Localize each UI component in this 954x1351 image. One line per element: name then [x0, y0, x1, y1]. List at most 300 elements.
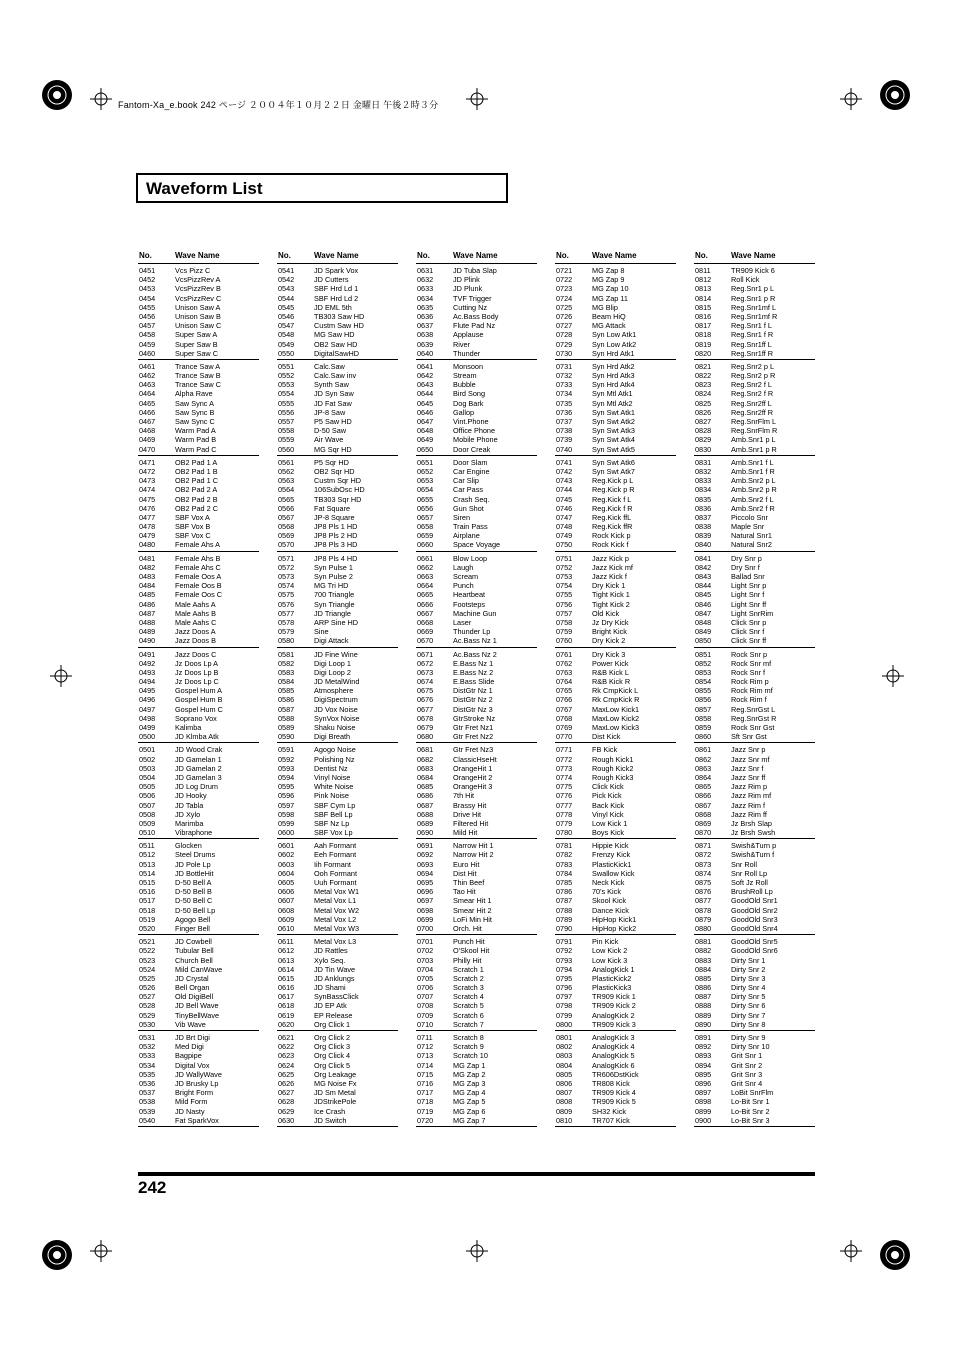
- wave-number: 0453: [139, 284, 156, 294]
- wave-number: 0877: [695, 896, 712, 906]
- table-row: [555, 522, 676, 531]
- wave-number: 0841: [695, 553, 712, 563]
- wave-number: 0712: [417, 1042, 434, 1052]
- table-row: [277, 426, 398, 435]
- table-row: [416, 504, 537, 513]
- wave-name: Beam HiQ: [592, 311, 626, 321]
- table-row: [694, 906, 815, 915]
- wave-number: 0567: [278, 512, 295, 522]
- table-row: [138, 705, 259, 714]
- table-row: [138, 773, 259, 782]
- table-row: [555, 513, 676, 522]
- table-row: [694, 554, 815, 563]
- wave-number: 0697: [417, 896, 434, 906]
- wave-name: Trance Saw A: [175, 361, 221, 371]
- table-row: [555, 1001, 676, 1010]
- table-row: [416, 340, 537, 349]
- wave-name: Scratch 10: [453, 1051, 488, 1061]
- wave-name: Jazz Rim ff: [731, 809, 767, 819]
- row-group: [416, 1031, 537, 1127]
- wave-number: 0492: [139, 658, 156, 668]
- wave-name: Tight Kick 2: [592, 599, 630, 609]
- table-row: [277, 1079, 398, 1088]
- table-row: [277, 408, 398, 417]
- wave-name: Click Kick: [592, 782, 624, 792]
- wave-number: 0563: [278, 476, 295, 486]
- table-row: [277, 723, 398, 732]
- table-row: [555, 467, 676, 476]
- wave-number: 0831: [695, 457, 712, 467]
- wave-name: HipHop Kick1: [592, 914, 637, 924]
- wave-name: Filtered Hit: [453, 818, 489, 828]
- wave-name: Jazz Kick f: [592, 572, 627, 581]
- wave-number: 0507: [139, 800, 156, 810]
- table-row: [277, 540, 398, 549]
- wave-name: SBF Vox Lp: [314, 828, 353, 838]
- wave-number: 0575: [278, 590, 295, 600]
- table-row: [277, 399, 398, 408]
- wave-number: 0824: [695, 389, 712, 399]
- table-row: [416, 869, 537, 878]
- wave-name: JD Triangle: [314, 608, 351, 618]
- wave-name: PlasticKick3: [592, 983, 632, 993]
- table-row: [416, 1097, 537, 1106]
- table-row: [138, 1020, 259, 1029]
- wave-number: 0770: [556, 732, 573, 742]
- wave-number: 0850: [695, 636, 712, 646]
- table-row: [555, 1116, 676, 1125]
- wave-number: 0655: [417, 494, 434, 504]
- table-row: [555, 340, 676, 349]
- table-row: [416, 1020, 537, 1029]
- table-row: [416, 801, 537, 810]
- wave-number: 0671: [417, 649, 434, 659]
- table-row: [416, 1042, 537, 1051]
- wave-name: JD Wood Crak: [175, 745, 223, 755]
- wave-number: 0746: [556, 503, 573, 513]
- wave-name: Vinyl Kick: [592, 809, 624, 819]
- registration-mark-icon: [878, 78, 912, 112]
- table-row: [138, 1061, 259, 1070]
- wave-name: Ac.Bass Nz 2: [453, 649, 497, 659]
- wave-name: OB2 Pad 1 B: [175, 466, 218, 476]
- table-row: [277, 677, 398, 686]
- table-row: [555, 458, 676, 467]
- wave-number: 0722: [556, 275, 573, 285]
- wave-number: 0854: [695, 677, 712, 687]
- wave-name: TR909 Kick 4: [592, 1088, 636, 1098]
- wave-number: 0797: [556, 992, 573, 1002]
- wave-name: JD Brusky Lp: [175, 1078, 219, 1088]
- table-row: [138, 764, 259, 773]
- wave-name: Jazz Rim f: [731, 800, 766, 810]
- wave-number: 0474: [139, 485, 156, 495]
- wave-number: 0830: [695, 444, 712, 454]
- table-row: [694, 371, 815, 380]
- row-group: [138, 648, 259, 744]
- wave-name: Syn Swt Atk2: [592, 417, 635, 426]
- registration-mark-icon: [878, 1238, 912, 1272]
- row-group: [694, 743, 815, 839]
- table-row: [555, 275, 676, 284]
- table-row: [694, 330, 815, 339]
- table-row: [555, 714, 676, 723]
- wave-number: 0898: [695, 1097, 712, 1107]
- wave-number: 0761: [556, 649, 573, 659]
- wave-name: SBF Nz Lp: [314, 818, 350, 828]
- wave-name: Warm Pad A: [175, 426, 216, 436]
- table-row: [416, 513, 537, 522]
- wave-name: Rough Kick2: [592, 763, 634, 773]
- wave-number: 0576: [278, 599, 295, 609]
- wave-name: Trance Saw B: [175, 371, 221, 381]
- wave-number: 0454: [139, 293, 156, 303]
- table-row: [416, 275, 537, 284]
- wave-name: Scratch 2: [453, 973, 484, 983]
- wave-number: 0896: [695, 1078, 712, 1088]
- wave-number: 0489: [139, 627, 156, 637]
- wave-number: 0785: [556, 878, 573, 887]
- wave-number: 0766: [556, 695, 573, 705]
- table-row: [277, 1001, 398, 1010]
- wave-number: 0827: [695, 417, 712, 426]
- table-row: [416, 554, 537, 563]
- table-row: [138, 915, 259, 924]
- wave-name: JD Pole Lp: [175, 859, 211, 869]
- table-row: [416, 371, 537, 380]
- table-row: [138, 714, 259, 723]
- wave-name: Door Slam: [453, 457, 488, 467]
- wave-number: 0672: [417, 658, 434, 668]
- wave-number: 0610: [278, 923, 295, 933]
- wave-number: 0787: [556, 896, 573, 906]
- wave-name: Syn Low Atk1: [592, 330, 637, 340]
- wave-number: 0503: [139, 763, 156, 773]
- wave-number: 0609: [278, 914, 295, 924]
- table-row: [416, 435, 537, 444]
- wave-name: ARP Sine HD: [314, 617, 359, 627]
- table-row: [277, 485, 398, 494]
- wave-number: 0881: [695, 937, 712, 947]
- table-row: [138, 924, 259, 933]
- wave-name: SBF Vox B: [175, 522, 211, 532]
- table-row: [416, 349, 537, 358]
- wave-name: AnalogKick 4: [592, 1042, 635, 1052]
- wave-name: Smear Hit 2: [453, 905, 492, 915]
- table-row: [138, 1011, 259, 1020]
- wave-number: 0592: [278, 754, 295, 764]
- row-group: [694, 839, 815, 935]
- wave-number: 0599: [278, 818, 295, 828]
- wave-name: Bird Song: [453, 389, 486, 399]
- table-row: [555, 435, 676, 444]
- table-row: [416, 618, 537, 627]
- table-row: [416, 755, 537, 764]
- wave-number: 0778: [556, 809, 573, 819]
- wave-number: 0836: [695, 503, 712, 513]
- wave-number: 0505: [139, 782, 156, 792]
- wave-name: Jz Brsh Swsh: [731, 828, 776, 838]
- table-row: [138, 399, 259, 408]
- table-row: [277, 504, 398, 513]
- table-row: [555, 572, 676, 581]
- table-row: [416, 408, 537, 417]
- table-row: [416, 266, 537, 275]
- wave-name: Swish&Turn p: [731, 841, 777, 851]
- table-row: [416, 896, 537, 905]
- wave-name: Grit Snr 2: [731, 1060, 763, 1070]
- wave-name: Amb.Snr2 p L: [731, 476, 776, 486]
- wave-name: Jazz Doos C: [175, 649, 217, 659]
- wave-number: 0699: [417, 914, 434, 924]
- wave-number: 0542: [278, 275, 295, 285]
- table-row: [138, 1001, 259, 1010]
- wave-name: GtrStroke Nz: [453, 713, 496, 723]
- table-row: [555, 627, 676, 636]
- table-row: [277, 878, 398, 887]
- wave-number: 0569: [278, 531, 295, 541]
- table-row: [555, 937, 676, 946]
- wave-number: 0899: [695, 1106, 712, 1116]
- wave-name: Jazz Kick mf: [592, 562, 633, 572]
- table-row: [138, 810, 259, 819]
- table-row: [555, 1033, 676, 1042]
- wave-name: SBF Hrd Ld 1: [314, 284, 359, 294]
- table-row: [555, 878, 676, 887]
- table-row: [694, 522, 815, 531]
- row-group: [555, 839, 676, 935]
- wave-number: 0643: [417, 380, 434, 390]
- table-row: [555, 1070, 676, 1079]
- row-group: [138, 743, 259, 839]
- table-row: [416, 956, 537, 965]
- wave-number: 0730: [556, 348, 573, 358]
- table-row: [277, 650, 398, 659]
- wave-number: 0632: [417, 275, 434, 285]
- table-row: [138, 618, 259, 627]
- wave-number: 0759: [556, 627, 573, 637]
- wave-name: Syn Mtl Atk1: [592, 389, 633, 399]
- wave-number: 0892: [695, 1042, 712, 1052]
- wave-number: 0751: [556, 553, 573, 563]
- table-row: [277, 303, 398, 312]
- wave-number: 0679: [417, 723, 434, 732]
- wave-number: 0482: [139, 562, 156, 572]
- row-group: [555, 552, 676, 648]
- wave-name: Ooh Formant: [314, 868, 357, 878]
- wave-name: Dirty Snr 9: [731, 1033, 766, 1042]
- wave-number: 0860: [695, 732, 712, 742]
- wave-name: TR909 Kick 1: [592, 992, 636, 1002]
- column-header: [555, 251, 676, 264]
- table-row: [138, 445, 259, 454]
- wave-name: JD Klmba Atk: [175, 732, 219, 742]
- wave-number: 0763: [556, 667, 573, 677]
- table-row: [416, 906, 537, 915]
- table-row: [138, 1033, 259, 1042]
- table-row: [555, 389, 676, 398]
- table-row: [277, 924, 398, 933]
- table-row: [416, 764, 537, 773]
- table-row: [416, 581, 537, 590]
- wave-number: 0762: [556, 658, 573, 668]
- table-row: [416, 540, 537, 549]
- wave-name: TR808 Kick: [592, 1078, 630, 1088]
- wave-number: 0628: [278, 1097, 295, 1107]
- table-row: [416, 485, 537, 494]
- wave-name: Metal Vox W3: [314, 923, 360, 933]
- table-row: [694, 1116, 815, 1125]
- wave-number: 0517: [139, 896, 156, 906]
- table-row: [555, 668, 676, 677]
- table-row: [416, 636, 537, 645]
- table-row: [416, 458, 537, 467]
- row-group: [694, 552, 815, 648]
- wave-number: 0516: [139, 887, 156, 897]
- wave-name: Digi Loop 1: [314, 658, 351, 668]
- wave-name: 7th Hit: [453, 791, 475, 801]
- wave-number: 0837: [695, 512, 712, 522]
- wave-name: Agogo Noise: [314, 745, 356, 755]
- table-row: [416, 860, 537, 869]
- table-row: [555, 850, 676, 859]
- wave-name: Reg.Kick p R: [592, 485, 635, 495]
- wave-number: 0639: [417, 339, 434, 349]
- wave-name: MG Blip: [592, 302, 618, 312]
- table-row: [694, 495, 815, 504]
- table-row: [138, 695, 259, 704]
- wave-name: Syn Mtl Atk2: [592, 398, 633, 408]
- wave-name: Digi Loop 2: [314, 667, 351, 677]
- wave-number: 0779: [556, 818, 573, 828]
- wave-name: JD Plunk: [453, 284, 483, 294]
- wave-number: 0859: [695, 723, 712, 732]
- wave-number: 0878: [695, 905, 712, 915]
- wave-number: 0586: [278, 695, 295, 705]
- wave-number: 0506: [139, 791, 156, 801]
- wave-name: DistGtr Nz 1: [453, 686, 493, 696]
- wave-name: OB2 Pad 1 A: [175, 457, 218, 467]
- wave-number: 0828: [695, 426, 712, 436]
- table-row: [694, 408, 815, 417]
- wave-name: Low Kick 1: [592, 818, 628, 828]
- wave-name: Rock Snr p: [731, 649, 768, 659]
- wave-number: 0812: [695, 275, 712, 285]
- row-group: [555, 360, 676, 456]
- wave-name: Syn Hrd Atk2: [592, 361, 635, 371]
- table-row: [694, 650, 815, 659]
- wave-name: Org Click 5: [314, 1060, 351, 1070]
- table-row: [555, 1088, 676, 1097]
- table-column: [277, 251, 398, 1127]
- wave-number: 0713: [417, 1051, 434, 1061]
- wave-name: JD Vox Noise: [314, 704, 358, 714]
- wave-name: MG Zap 4: [453, 1088, 486, 1098]
- wave-number: 0491: [139, 649, 156, 659]
- wave-name: Amb.Snr1 f R: [731, 466, 775, 476]
- wave-name: JD Shami: [314, 983, 346, 993]
- wave-name: Jazz Snr mf: [731, 754, 770, 764]
- wave-number: 0584: [278, 677, 295, 687]
- wave-name: Male Aahs C: [175, 617, 217, 627]
- wave-number: 0893: [695, 1051, 712, 1061]
- wave-number: 0823: [695, 380, 712, 390]
- wave-name: Airplane: [453, 531, 480, 541]
- wave-number: 0638: [417, 330, 434, 340]
- wave-number: 0792: [556, 946, 573, 956]
- table-row: [138, 349, 259, 358]
- table-row: [555, 618, 676, 627]
- wave-number: 0603: [278, 859, 295, 869]
- wave-number: 0752: [556, 562, 573, 572]
- wave-name: Eeh Formant: [314, 850, 357, 860]
- wave-name: River: [453, 339, 471, 349]
- table-row: [694, 380, 815, 389]
- wave-name: 70's Kick: [592, 887, 621, 897]
- row-group: [416, 743, 537, 839]
- wave-number: 0525: [139, 973, 156, 983]
- row-group: [138, 360, 259, 456]
- wave-name: Steel Drums: [175, 850, 216, 860]
- wave-name: Tao Hit: [453, 887, 476, 897]
- wave-name: Female Oos B: [175, 581, 222, 591]
- table-row: [694, 764, 815, 773]
- wave-number: 0821: [695, 361, 712, 371]
- table-row: [138, 850, 259, 859]
- wave-number: 0772: [556, 754, 573, 764]
- table-row: [694, 705, 815, 714]
- wave-number: 0871: [695, 841, 712, 851]
- table-row: [138, 303, 259, 312]
- wave-name: Low Kick 2: [592, 946, 628, 956]
- wave-number: 0711: [417, 1033, 433, 1042]
- wave-name: Footsteps: [453, 599, 486, 609]
- wave-number: 0744: [556, 485, 573, 495]
- wave-name: JD Brt Digi: [175, 1033, 210, 1042]
- wave-name: Lo-Bit Snr 2: [731, 1106, 770, 1116]
- table-row: [416, 1001, 537, 1010]
- table-row: [277, 495, 398, 504]
- table-row: [555, 312, 676, 321]
- wave-name: Reg.Snr2 p R: [731, 371, 776, 381]
- table-row: [694, 714, 815, 723]
- wave-name: Blow Loop: [453, 553, 488, 563]
- wave-name: OB2 Pad 2 A: [175, 485, 218, 495]
- wave-number: 0617: [278, 992, 295, 1002]
- table-row: [416, 878, 537, 887]
- wave-number: 0741: [556, 457, 573, 467]
- wave-name: Super Saw B: [175, 339, 218, 349]
- wave-number: 0559: [278, 435, 295, 445]
- table-row: [555, 284, 676, 293]
- table-row: [555, 266, 676, 275]
- table-row: [416, 1107, 537, 1116]
- wave-number: 0790: [556, 923, 573, 933]
- wave-name: Dirty Snr 10: [731, 1042, 770, 1052]
- wave-number: 0808: [556, 1097, 573, 1107]
- wave-number: 0789: [556, 914, 573, 924]
- wave-name: MG Saw HD: [314, 330, 355, 340]
- wave-name: Air Wave: [314, 435, 344, 445]
- wave-number: 0648: [417, 426, 434, 436]
- wave-name: Female Ahs A: [175, 540, 221, 550]
- wave-number: 0844: [695, 581, 712, 591]
- wave-number: 0490: [139, 636, 156, 646]
- table-row: [277, 773, 398, 782]
- row-group: [416, 552, 537, 648]
- table-row: [138, 476, 259, 485]
- wave-number: 0767: [556, 704, 573, 714]
